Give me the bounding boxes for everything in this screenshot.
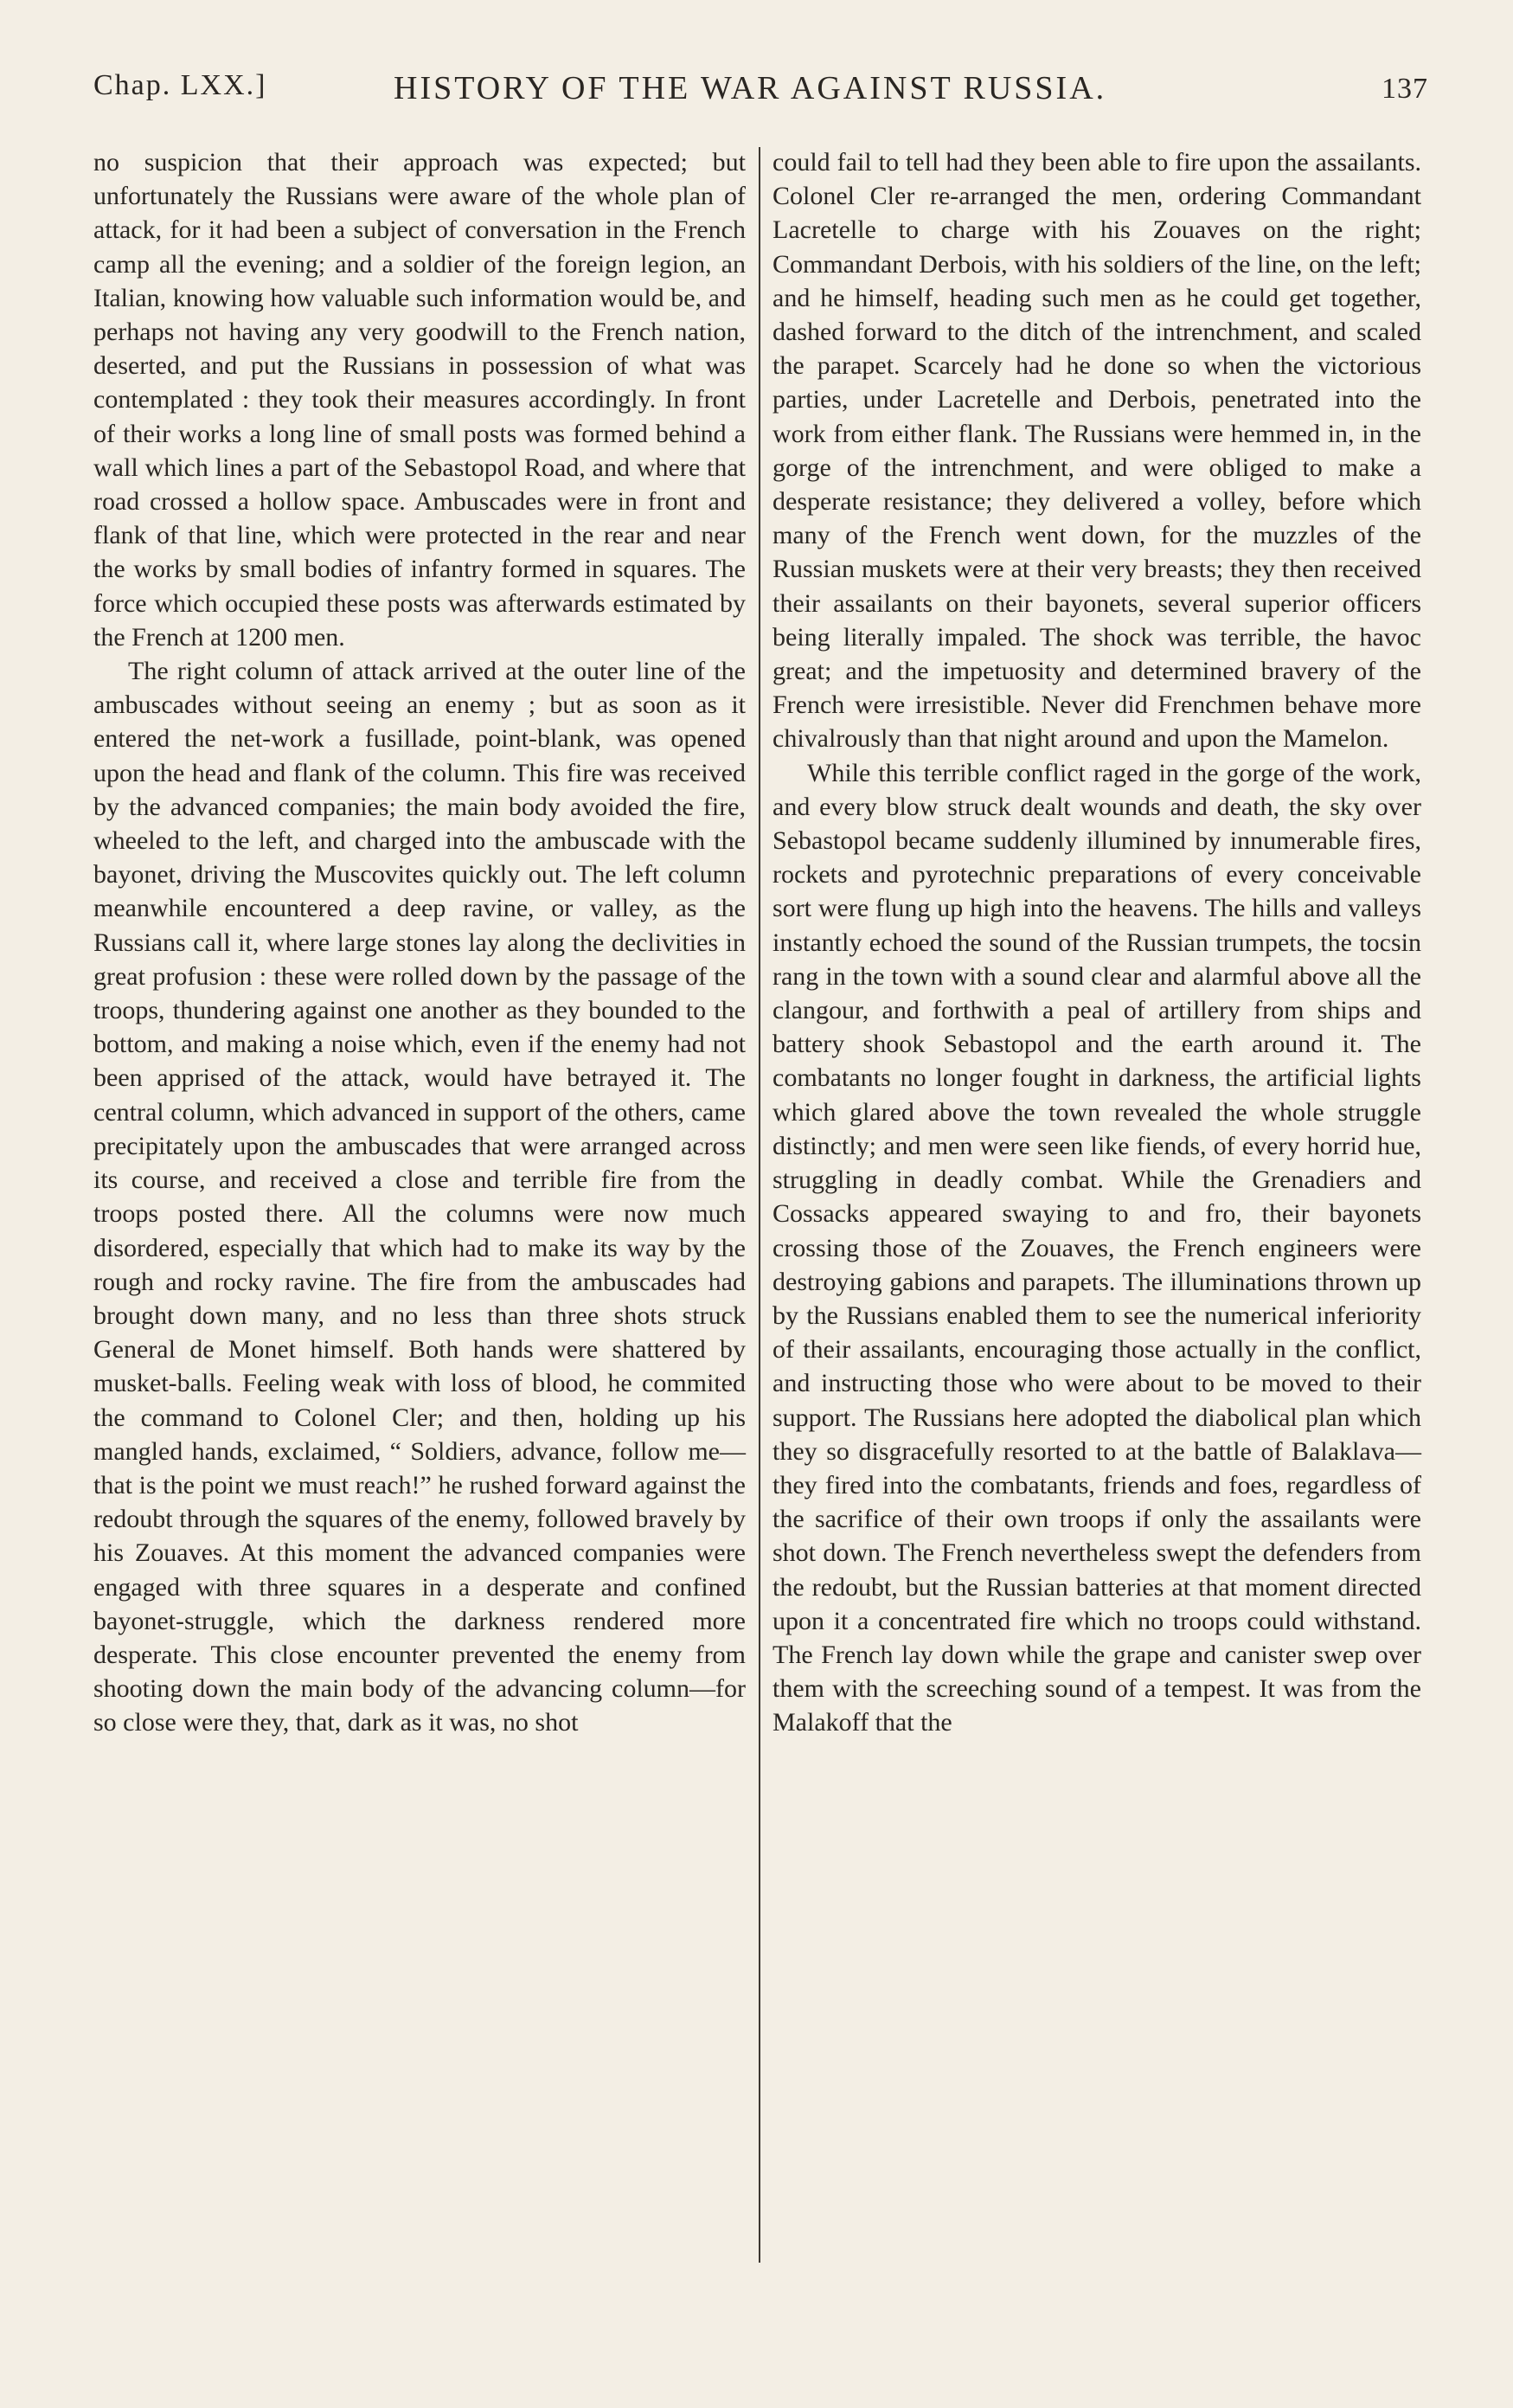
running-title: HISTORY OF THE WAR AGAINST RUSSIA. — [394, 70, 1107, 106]
running-header — [93, 69, 1428, 121]
paragraph: The right column of attack arrived at the outer line of the ambuscades without seeing an enemy ; but as soon as it entered the net-work a fusillade, point-blank, was opened upon the head and flank of the column. This fire was received by the advanced companies; the main body avoided the fire, wheeled to the left, and charged into the ambuscade with the bayonet, driving the Muscovites quickly out. The left column meanwhile encountered a deep ravine, or valley, as the Russians call it, where large stones lay along the declivities in great profusion : these were rolled down by the passage of the troops, thundering against one another as they bounded to the bottom, and making a noise which, even if the enemy had not been apprised of the attack, would have betrayed it. The central column, which advanced in support of the others, came precipitately upon the ambuscades that were arranged across its course, and received a close and terrible fire from the troops posted there. All the columns were now much disordered, especially that which had to make its way by the rough and rocky ravine. The fire from the ambuscades had brought down many, and no less than three shots struck General de Monet himself. Both hands were shattered by musket-balls. Feeling weak with loss of blood, he commited the command to Colonel Cler; and then, holding up his mangled hands, exclaimed, “ Soldiers, advance, follow me—that is the point we must reach!” he rushed forward against the redoubt through the squares of the enemy, followed bravely by his Zouaves. At this moment the advanced companies were engaged with three squares in a desperate and confined bayonet-struggle, which the darkness rendered more desperate. This close encounter prevented the enemy from shooting down the main body of the advancing column—for so close were they, that, dark as it was, no shot — [93, 657, 746, 1737]
left-column — [93, 145, 746, 1740]
right-column — [773, 145, 1421, 1740]
paragraph: While this terrible conflict raged in the gorge of the work, and every blow struck dealt wounds and death, the sky over Sebastopol became suddenly illumined by innumerable fires, rockets and pyrotechnic preparations of every conceivable sort were flung up high into the heavens. The hills and valleys instantly echoed the sound of the Russian trumpets, the tocsin rang in the town with a sound clear and alarmful above all the clangour, and forthwith a peal of artillery from ships and battery shook Sebastopol and the earth around it. The combatants no longer fought in darkness, the artificial lights which glared above the town revealed the whole struggle distinctly; and men were seen like fiends, of every horrid hue, struggling in deadly combat. While the Grenadiers and Cossacks appeared swaying to and fro, their bayonets crossing those of the Zouaves, the French engineers were destroying gabions and parapets. The illuminations thrown up by the Russians enabled them to see the numerical inferiority of their assailants, encouraging those actually in the conflict, and instructing those who were about to be moved to their support. The Russians here adopted the diabolical plan which they so disgracefully resorted to at the battle of Balaklava—they fired into the combatants, friends and foes, regardless of the sacrifice of their own troops if only the assailants were shot down. The French nevertheless swept the defenders from the redoubt, but the Russian batteries at that moment directed upon it a concentrated fire which no troops could withstand. The French lay down while the grape and canister swep over them with the screeching sound of a tempest. It was from the Malakoff that the — [773, 758, 1421, 1737]
paragraph: could fail to tell had they been able to fire upon the assailants. Colonel Cler re-arranged the men, ordering Commandant Lacretelle to charge with his Zouaves on the right; Commandant Derbois, with his soldiers of the line, on the left; and he himself, heading such men as he could get together, dashed forward to the ditch of the intrenchment, and scaled the parapet. Scarcely had he done so when the victorious parties, under Lacretelle and Derbois, penetrated into the work from either flank. The Russians were hemmed in, in the gorge of the intrenchment, and were obliged to make a desperate resistance; they delivered a volley, before which many of the French went down, for the muzzles of the Russian muskets were at their very breasts; they then received their assailants on their bayonets, several superior officers being literally impaled. The shock was terrible, the havoc great; and the impetuosity and determined bravery of the French were irresistible. Never did Frenchmen behave more chivalrously than that night around and upon the Mamelon. — [773, 148, 1421, 754]
paragraph: no suspicion that their approach was expected; but unfortunately the Russians were aware of the whole plan of attack, for it had been a subject of conversation in the French camp all the evening; and a soldier of the foreign legion, an Italian, knowing how valuable such information would be, and perhaps not having any very goodwill to the French nation, deserted, and put the Russians in possession of what was contemplated : they took their measures accordingly. In front of their works a long line of small posts was formed behind a wall which lines a part of the Sebastopol Road, and where that road crossed a hollow space. Ambuscades were in front and flank of that line, which were protected in the rear and near the works by small bodies of infantry formed in squares. The force which occupied these posts was afterwards estimated by the French at 1200 men. — [93, 148, 746, 652]
column-divider — [759, 147, 760, 2263]
page-number: 137 — [1382, 73, 1428, 105]
chapter-label: Chap. LXX.] — [93, 69, 267, 101]
